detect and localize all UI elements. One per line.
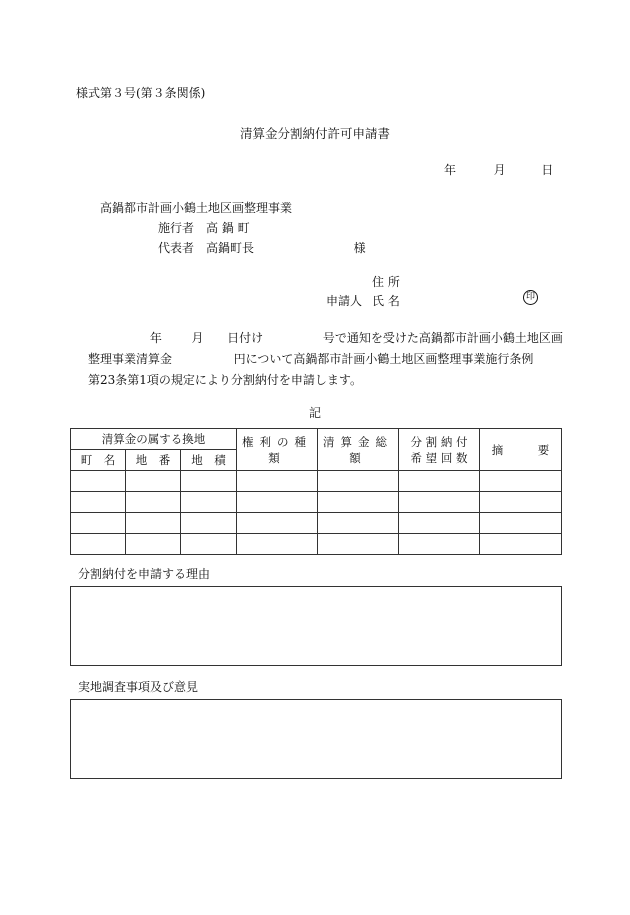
table-cell[interactable] [181, 513, 237, 534]
representative-text: 代表者 高鍋町長 [158, 241, 255, 255]
rights-type-header: 権利の種類 [237, 429, 318, 471]
table-cell[interactable] [71, 471, 126, 492]
reason-label: 分割納付を申請する理由 [78, 567, 211, 581]
page-title: 清算金分割納付許可申請書 [239, 126, 390, 141]
table-cell[interactable] [71, 492, 126, 513]
table-row [71, 513, 562, 534]
table-row [71, 534, 562, 555]
table-row [71, 492, 562, 513]
body-year: 年 [149, 331, 162, 345]
reason-field[interactable] [70, 586, 562, 666]
executor-line: 施行者 高 鍋 町 [158, 221, 250, 235]
table-cell[interactable] [126, 534, 181, 555]
table-cell[interactable] [181, 492, 237, 513]
installment-header [399, 429, 480, 471]
honorific: 様 [353, 241, 366, 255]
table-cell[interactable] [126, 471, 181, 492]
date-line [444, 161, 553, 178]
date-month: 月 [493, 163, 506, 177]
table-cell[interactable] [126, 513, 181, 534]
project-name: 高鍋都市計画小鶴土地区画整理事業 [100, 201, 293, 215]
date-year: 年 [444, 163, 457, 177]
land-table [70, 428, 562, 555]
body-line-1-rest: 号で通知を受けた高鍋都市計画小鶴土地区画 [322, 331, 563, 345]
table-cell[interactable] [480, 471, 562, 492]
table-cell[interactable] [237, 513, 318, 534]
body-line-1 [88, 328, 563, 349]
table-cell[interactable] [399, 513, 480, 534]
total-amount-header: 清算金総額 [318, 429, 399, 471]
table-cell[interactable] [71, 534, 126, 555]
form-number: 様式第３号(第３条関係) [76, 86, 206, 100]
table-cell[interactable] [181, 471, 237, 492]
table-cell[interactable] [480, 492, 562, 513]
table-cell[interactable] [318, 513, 399, 534]
table-cell[interactable] [237, 471, 318, 492]
table-cell[interactable] [71, 513, 126, 534]
seal-icon: 印 [523, 290, 538, 305]
body-month: 月 [191, 331, 204, 345]
applicant-name-label: 氏 名 [372, 294, 400, 308]
table-cell[interactable] [237, 534, 318, 555]
applicant-address-label: 住 所 [372, 275, 400, 289]
body-day: 日付け [227, 331, 264, 345]
table-cell[interactable] [237, 492, 318, 513]
ki-marker: 記 [308, 406, 321, 420]
table-cell[interactable] [399, 492, 480, 513]
area-header: 地 積 [181, 450, 237, 471]
table-cell[interactable] [480, 513, 562, 534]
remarks-header: 摘 要 [480, 429, 562, 471]
body-line-2-b: 円について高鍋都市計画小鶴土地区画整理事業施行条例 [233, 352, 534, 366]
table-cell[interactable] [318, 471, 399, 492]
addressee-block [100, 198, 366, 258]
application-body [88, 328, 563, 391]
replot-header: 清算金の属する換地 [71, 429, 237, 450]
body-line-2 [88, 349, 563, 370]
installment-header-line2: 希 望 回 数 [410, 450, 468, 465]
town-header: 町 名 [71, 450, 126, 471]
body-line-2-a: 整理事業清算金 [88, 352, 173, 366]
table-cell[interactable] [126, 492, 181, 513]
table-cell[interactable] [318, 534, 399, 555]
lot-number-header: 地 番 [126, 450, 181, 471]
applicant-role-label: 申請人 [326, 294, 363, 308]
date-day: 日 [541, 163, 554, 177]
table-cell[interactable] [480, 534, 562, 555]
installment-header-line1: 分 割 納 付 [410, 434, 468, 449]
body-line-3: 第23条第1項の規定により分割納付を申請します。 [88, 373, 362, 387]
survey-label: 実地調査事項及び意見 [78, 680, 199, 694]
table-cell[interactable] [399, 471, 480, 492]
survey-field[interactable] [70, 699, 562, 779]
table-cell[interactable] [399, 534, 480, 555]
table-cell[interactable] [181, 534, 237, 555]
representative-line [100, 238, 366, 258]
table-row [71, 471, 562, 492]
table-cell[interactable] [318, 492, 399, 513]
